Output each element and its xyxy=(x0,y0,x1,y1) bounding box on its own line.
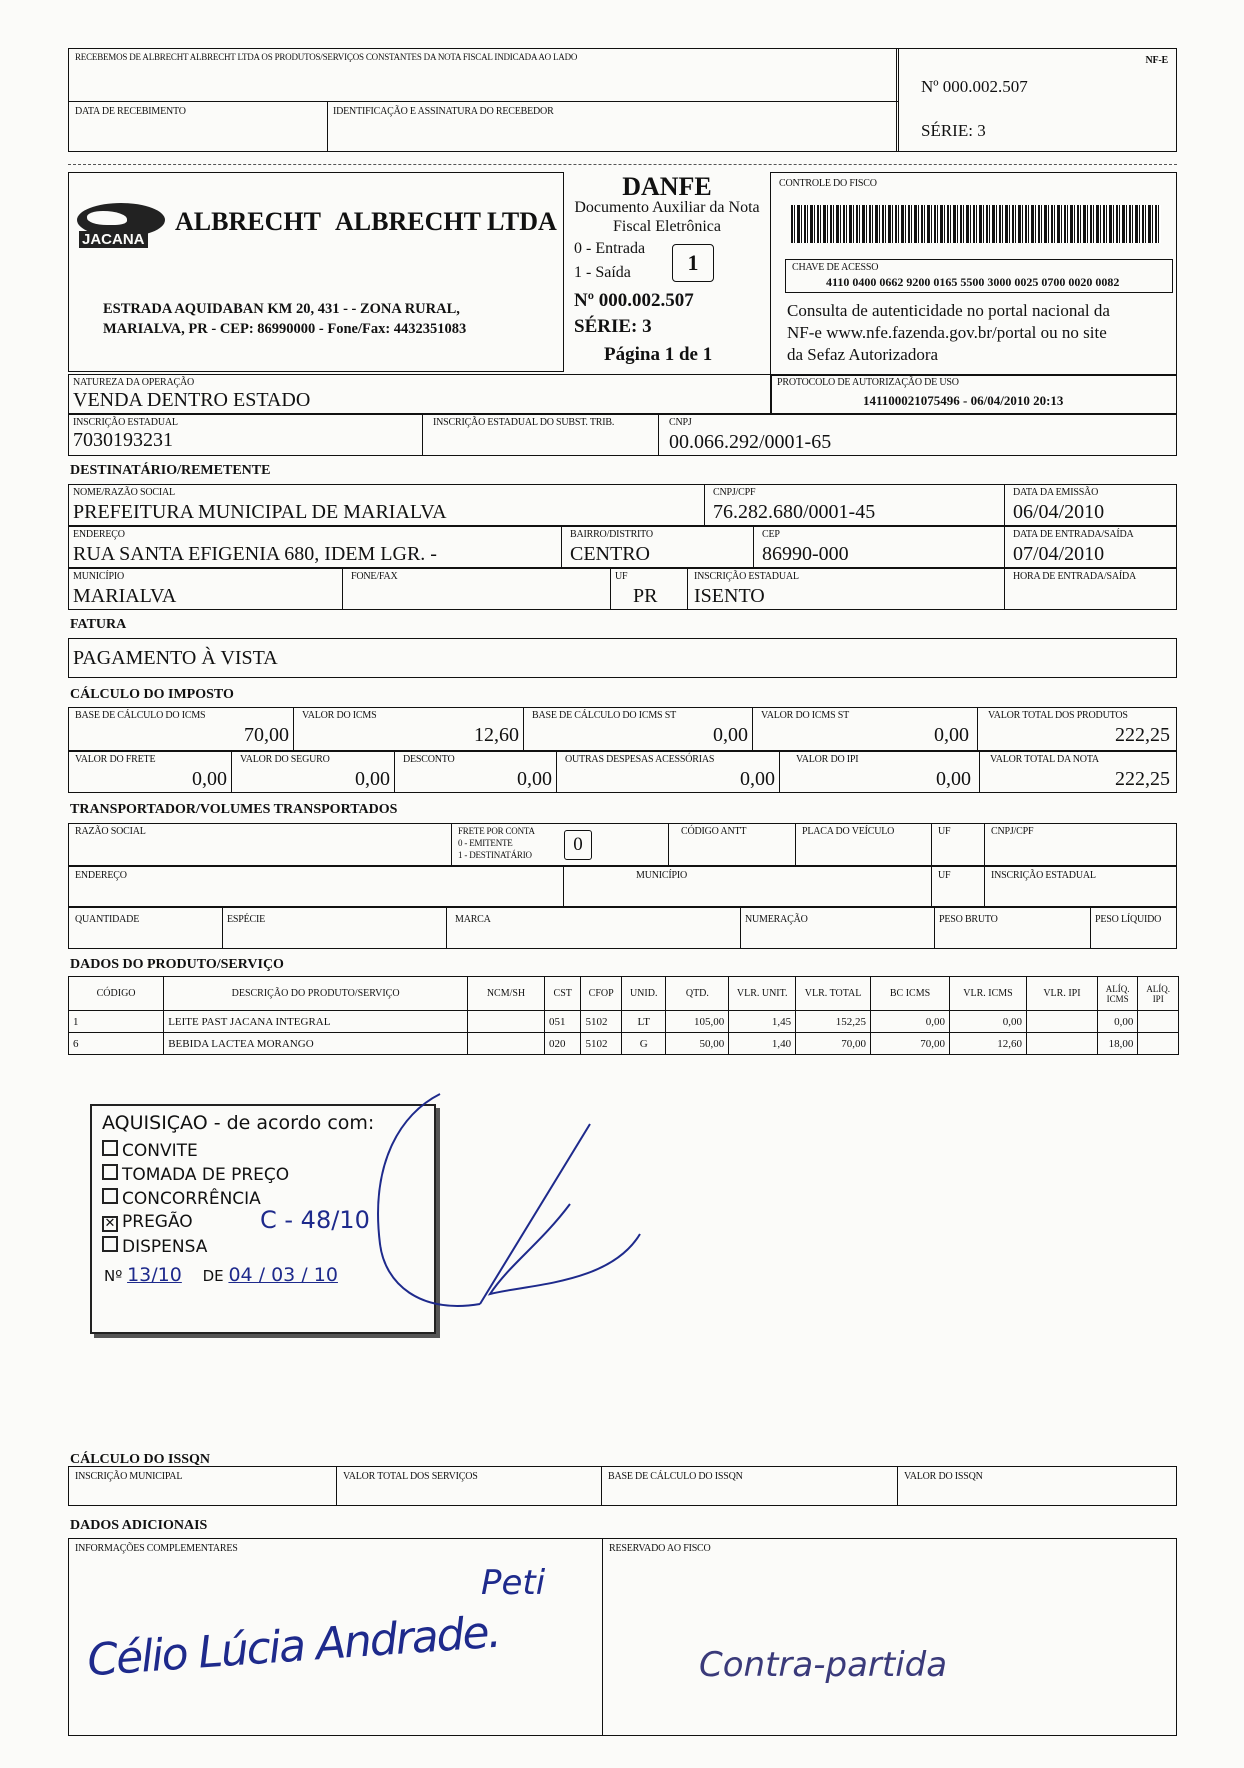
transport-endereco-label: ENDEREÇO xyxy=(75,870,127,881)
canhoto-nfe-box xyxy=(896,48,1177,152)
danfe-block xyxy=(564,172,770,372)
dest-hora-label: HORA DE ENTRADA/SAÍDA xyxy=(1013,571,1137,582)
frete-opt-1: 1 - DESTINATÁRIO xyxy=(458,850,532,860)
cell-qtd: 105,00 xyxy=(666,1011,729,1033)
cell-codigo: 1 xyxy=(69,1011,164,1033)
dest-emissao-label: DATA DA EMISSÃO xyxy=(1013,487,1099,498)
th-qtd: QTD. xyxy=(666,977,729,1011)
dest-bairro-label: BAIRRO/DISTRITO xyxy=(570,529,653,540)
th-cst: CST xyxy=(544,977,580,1011)
valor-issqn-label: VALOR DO ISSQN xyxy=(904,1471,983,1482)
cell-descricao: LEITE PAST JACANA INTEGRAL xyxy=(164,1011,468,1033)
icms-st-label: VALOR DO ICMS ST xyxy=(761,710,850,721)
cell-vlr-total: 70,00 xyxy=(796,1033,871,1055)
ipi-label: VALOR DO IPI xyxy=(796,754,859,765)
consulta-line-3: da Sefaz Autorizadora xyxy=(787,345,939,364)
cell-unid: LT xyxy=(621,1011,666,1033)
bc-icms-label: BASE DE CÁLCULO DO ICMS xyxy=(75,710,206,721)
marca-label: MARCA xyxy=(455,914,491,925)
stamp-option-convite: CONVITE xyxy=(102,1140,198,1161)
bc-st-label: BASE DE CÁLCULO DO ICMS ST xyxy=(532,710,676,721)
issuer-name-1: ALBRECHT xyxy=(175,207,321,236)
fatura-section: FATURA xyxy=(70,617,127,632)
th-vlr-total: VLR. TOTAL xyxy=(796,977,871,1011)
tax-row-1 xyxy=(68,707,1177,751)
products-table xyxy=(68,976,1179,1055)
bruto-label: PESO BRUTO xyxy=(939,914,998,925)
transport-cnpj-label: CNPJ/CPF xyxy=(991,826,1034,837)
transport-section: TRANSPORTADOR/VOLUMES TRANSPORTADOS xyxy=(70,802,398,817)
danfe-page: Página 1 de 1 xyxy=(604,344,713,365)
natureza-value: VENDA DENTRO ESTADO xyxy=(73,389,311,411)
protocolo-value: 141100021075496 - 06/04/2010 20:13 xyxy=(863,393,1064,408)
issuer-address-1: ESTRADA AQUIDABAN KM 20, 431 - - ZONA RURAL, xyxy=(103,301,460,317)
placa-label: PLACA DO VEÍCULO xyxy=(802,826,895,837)
especie-label: ESPÉCIE xyxy=(227,914,266,925)
cell-vlr-unit: 1,40 xyxy=(729,1033,796,1055)
fisco-box xyxy=(770,172,1177,376)
ie-st-label: INSCRIÇÃO ESTADUAL DO SUBST. TRIB. xyxy=(433,417,615,428)
ie-value: 7030193231 xyxy=(73,429,173,451)
access-key-barcode xyxy=(791,205,1161,243)
th-aliq-icms: ALÍQ. ICMS xyxy=(1097,977,1138,1011)
dest-emissao: 06/04/2010 xyxy=(1013,501,1105,523)
total-nota-value: 222,25 xyxy=(1115,768,1170,790)
stamp-option-tomada: TOMADA DE PREÇO xyxy=(102,1164,289,1185)
cell-descricao: BEBIDA LACTEA MORANGO xyxy=(164,1033,468,1055)
issuer-address-2: MARIALVA, PR - CEP: 86990000 - Fone/Fax: 4432351083 xyxy=(103,321,467,337)
cell-aliq-ipi xyxy=(1138,1033,1179,1055)
th-vlr-ipi: VLR. IPI xyxy=(1026,977,1097,1011)
contra-partida-note: Contra-partida xyxy=(699,1645,948,1685)
cell-ncm xyxy=(468,1033,545,1055)
tax-row-2 xyxy=(68,751,1177,793)
transport-row-2 xyxy=(68,865,1177,907)
im-label: INSCRIÇÃO MUNICIPAL xyxy=(75,1471,183,1482)
canhoto-number: Nº 000.002.507 xyxy=(921,77,1028,96)
seguro-value: 0,00 xyxy=(355,768,390,790)
adicionais-section: DADOS ADICIONAIS xyxy=(70,1518,208,1533)
cell-unid: G xyxy=(621,1033,666,1055)
razao-label: RAZÃO SOCIAL xyxy=(75,826,146,837)
cell-bc-icms: 0,00 xyxy=(871,1011,950,1033)
desconto-value: 0,00 xyxy=(517,768,552,790)
danfe-entrada: 0 - Entrada xyxy=(574,240,646,257)
cell-cfop: 5102 xyxy=(581,1033,622,1055)
cell-cst: 051 xyxy=(544,1011,580,1033)
dest-municipio: MARIALVA xyxy=(73,585,177,607)
danfe-series: SÉRIE: 3 xyxy=(574,316,652,337)
liquido-label: PESO LÍQUIDO xyxy=(1095,914,1162,925)
cell-aliq-icms: 0,00 xyxy=(1097,1011,1138,1033)
cell-vlr-ipi xyxy=(1026,1033,1097,1055)
cut-line xyxy=(68,164,1177,165)
dest-name-label: NOME/RAZÃO SOCIAL xyxy=(73,487,175,498)
protocolo-box xyxy=(770,374,1177,414)
dest-row-1 xyxy=(68,484,1177,526)
cell-vlr-unit: 1,45 xyxy=(729,1011,796,1033)
controle-fisco-label: CONTROLE DO FISCO xyxy=(779,178,877,189)
products-header-row xyxy=(69,977,1179,1011)
danfe-number: Nº 000.002.507 xyxy=(574,290,694,311)
table-row xyxy=(69,1011,1179,1033)
chave-box xyxy=(785,259,1173,293)
dest-cep: 86990-000 xyxy=(762,543,849,565)
dest-cnpj: 76.282.680/0001-45 xyxy=(713,501,876,523)
th-bc-icms: BC ICMS xyxy=(871,977,950,1011)
th-ncm: NCM/SH xyxy=(468,977,545,1011)
ie-label: INSCRIÇÃO ESTADUAL xyxy=(73,417,178,428)
stamp-number-line: Nº 13/10 DE 04 / 03 / 10 xyxy=(104,1264,338,1286)
danfe-tipo-box: 1 xyxy=(672,244,714,282)
chave-label: CHAVE DE ACESSO xyxy=(792,262,879,273)
danfe-subtitle-1: Documento Auxiliar da Nota xyxy=(574,199,760,216)
canhoto-series: SÉRIE: 3 xyxy=(921,121,986,140)
total-nota-label: VALOR TOTAL DA NOTA xyxy=(990,754,1099,765)
stamp-option-concorrencia: CONCORRÊNCIA xyxy=(102,1188,261,1209)
th-vlr-unit: VLR. UNIT. xyxy=(729,977,796,1011)
fatura-value: PAGAMENTO À VISTA xyxy=(73,647,278,669)
cell-cst: 020 xyxy=(544,1033,580,1055)
protocolo-label: PROTOCOLO DE AUTORIZAÇÃO DE USO xyxy=(777,377,959,388)
info-compl-label: INFORMAÇÕES COMPLEMENTARES xyxy=(75,1543,238,1554)
dest-ie-label: INSCRIÇÃO ESTADUAL xyxy=(694,571,799,582)
issqn-row xyxy=(68,1466,1177,1506)
canhoto-sign-label: IDENTIFICAÇÃO E ASSINATURA DO RECEBEDOR xyxy=(333,106,554,117)
dest-entrada: 07/04/2010 xyxy=(1013,543,1105,565)
transport-municipio-label: MUNICÍPIO xyxy=(636,870,687,881)
th-descricao: DESCRIÇÃO DO PRODUTO/SERVIÇO xyxy=(164,977,468,1011)
outras-value: 0,00 xyxy=(740,768,775,790)
cell-vlr-icms: 0,00 xyxy=(950,1011,1027,1033)
dest-cep-label: CEP xyxy=(762,529,780,540)
cell-bc-icms: 70,00 xyxy=(871,1033,950,1055)
canhoto-date-label: DATA DE RECEBIMENTO xyxy=(75,106,186,117)
dest-uf: PR xyxy=(633,585,658,607)
ipi-value: 0,00 xyxy=(936,768,971,790)
danfe-saida: 1 - Saída xyxy=(574,264,631,281)
chave-value: 4110 0400 0662 9200 0165 5500 3000 0025 0700 0020 0082 xyxy=(826,275,1120,289)
seguro-label: VALOR DO SEGURO xyxy=(240,754,330,765)
frete-conta-label: FRETE POR CONTA xyxy=(458,826,535,836)
products-section: DADOS DO PRODUTO/SERVIÇO xyxy=(70,957,284,972)
dest-endereco: RUA SANTA EFIGENIA 680, IDEM LGR. - xyxy=(73,543,437,565)
handwritten-note: Peti xyxy=(481,1563,546,1603)
antt-label: CÓDIGO ANTT xyxy=(681,826,747,837)
dest-cnpj-label: CNPJ/CPF xyxy=(713,487,756,498)
issuer-box xyxy=(68,172,564,372)
natureza-label: NATUREZA DA OPERAÇÃO xyxy=(73,377,195,388)
dest-bairro: CENTRO xyxy=(570,543,650,565)
cell-qtd: 50,00 xyxy=(666,1033,729,1055)
cell-vlr-total: 152,25 xyxy=(796,1011,871,1033)
desconto-label: DESCONTO xyxy=(403,754,455,765)
dest-uf-label: UF xyxy=(615,571,628,582)
numeracao-label: NUMERAÇÃO xyxy=(745,914,808,925)
cell-aliq-ipi xyxy=(1138,1011,1179,1033)
icms-st-value: 0,00 xyxy=(934,724,969,746)
pen-scribble xyxy=(360,1084,650,1334)
transport-uf2-label: UF xyxy=(938,870,951,881)
jacana-logo: JACANA xyxy=(77,203,167,247)
stamp-option-dispensa: DISPENSA xyxy=(102,1236,207,1257)
outras-label: OUTRAS DESPESAS ACESSÓRIAS xyxy=(565,754,715,765)
cell-ncm xyxy=(468,1011,545,1033)
canhoto-box xyxy=(68,48,899,152)
cell-cfop: 5102 xyxy=(581,1011,622,1033)
frete-value-box: 0 xyxy=(564,830,592,860)
cell-aliq-icms: 18,00 xyxy=(1097,1033,1138,1055)
dest-row-2 xyxy=(68,526,1177,568)
frete-label: VALOR DO FRETE xyxy=(75,754,156,765)
stamp-title: AQUISIÇAO - de acordo com: xyxy=(102,1112,375,1134)
dest-name: PREFEITURA MUNICIPAL DE MARIALVA xyxy=(73,501,447,523)
cnpj-label: CNPJ xyxy=(669,417,692,428)
th-unid: UNID. xyxy=(621,977,666,1011)
pregao-checked-icon: ✕ xyxy=(102,1216,118,1232)
frete-opt-0: 0 - EMITENTE xyxy=(458,838,513,848)
destinatario-section: DESTINATÁRIO/REMETENTE xyxy=(70,463,271,478)
dest-endereco-label: ENDEREÇO xyxy=(73,529,125,540)
issqn-section: CÁLCULO DO ISSQN xyxy=(70,1452,211,1467)
icms-value: 12,60 xyxy=(474,724,519,746)
canhoto-received-text: RECEBEMOS DE ALBRECHT ALBRECHT LTDA OS PRODUTOS/SERVIÇOS CONSTANTES DA NOTA FISCAL INDICADA AO LADO xyxy=(75,52,578,62)
signature: Célio Lúcia Andrade. xyxy=(85,1606,502,1687)
dest-municipio-label: MUNICÍPIO xyxy=(73,571,124,582)
bc-st-value: 0,00 xyxy=(713,724,748,746)
th-cfop: CFOP xyxy=(581,977,622,1011)
dest-entrada-label: DATA DE ENTRADA/SAÍDA xyxy=(1013,529,1134,540)
table-row xyxy=(69,1033,1179,1055)
cell-vlr-icms: 12,60 xyxy=(950,1033,1027,1055)
qtd-label: QUANTIDADE xyxy=(75,914,140,925)
imposto-section: CÁLCULO DO IMPOSTO xyxy=(70,687,234,702)
transport-row-3 xyxy=(68,907,1177,949)
reservado-fisco-label: RESERVADO AO FISCO xyxy=(609,1543,711,1554)
consulta-line-1: Consulta de autenticidade no portal nacional da xyxy=(787,301,1110,320)
total-prod-label: VALOR TOTAL DOS PRODUTOS xyxy=(988,710,1128,721)
fatura-box xyxy=(68,638,1177,678)
adicionais-box xyxy=(68,1538,1177,1736)
issuer-name-2: ALBRECHT LTDA xyxy=(335,207,557,236)
icms-label: VALOR DO ICMS xyxy=(302,710,377,721)
servicos-label: VALOR TOTAL DOS SERVIÇOS xyxy=(343,1471,478,1482)
danfe-subtitle-2: Fiscal Eletrônica xyxy=(613,218,721,235)
natureza-box xyxy=(68,374,772,414)
bc-icms-value: 70,00 xyxy=(244,724,289,746)
cnpj-value: 00.066.292/0001-65 xyxy=(669,431,832,453)
transport-row-1 xyxy=(68,823,1177,867)
danfe-title: DANFE xyxy=(622,172,712,201)
stamp-option-pregao: ✕ PREGÃO xyxy=(102,1212,193,1232)
consulta-line-2: NF-e www.nfe.fazenda.gov.br/portal ou no site xyxy=(787,323,1107,342)
base-issqn-label: BASE DE CÁLCULO DO ISSQN xyxy=(608,1471,743,1482)
th-codigo: CÓDIGO xyxy=(69,977,164,1011)
cell-codigo: 6 xyxy=(69,1033,164,1055)
frete-value: 0,00 xyxy=(192,768,227,790)
dest-row-3 xyxy=(68,568,1177,610)
total-prod-value: 222,25 xyxy=(1115,724,1170,746)
dest-fone-label: FONE/FAX xyxy=(351,571,398,582)
cell-vlr-ipi xyxy=(1026,1011,1097,1033)
canhoto-nfe-label: NF-E xyxy=(1145,55,1168,66)
ie-row xyxy=(68,414,1177,456)
transport-ie-label: INSCRIÇÃO ESTADUAL xyxy=(991,870,1096,881)
dest-ie: ISENTO xyxy=(694,585,765,607)
th-aliq-ipi: ALÍQ. IPI xyxy=(1138,977,1179,1011)
pregao-reference: C - 48/10 xyxy=(260,1206,370,1234)
th-vlr-icms: VLR. ICMS xyxy=(950,977,1027,1011)
transport-uf-label: UF xyxy=(938,826,951,837)
